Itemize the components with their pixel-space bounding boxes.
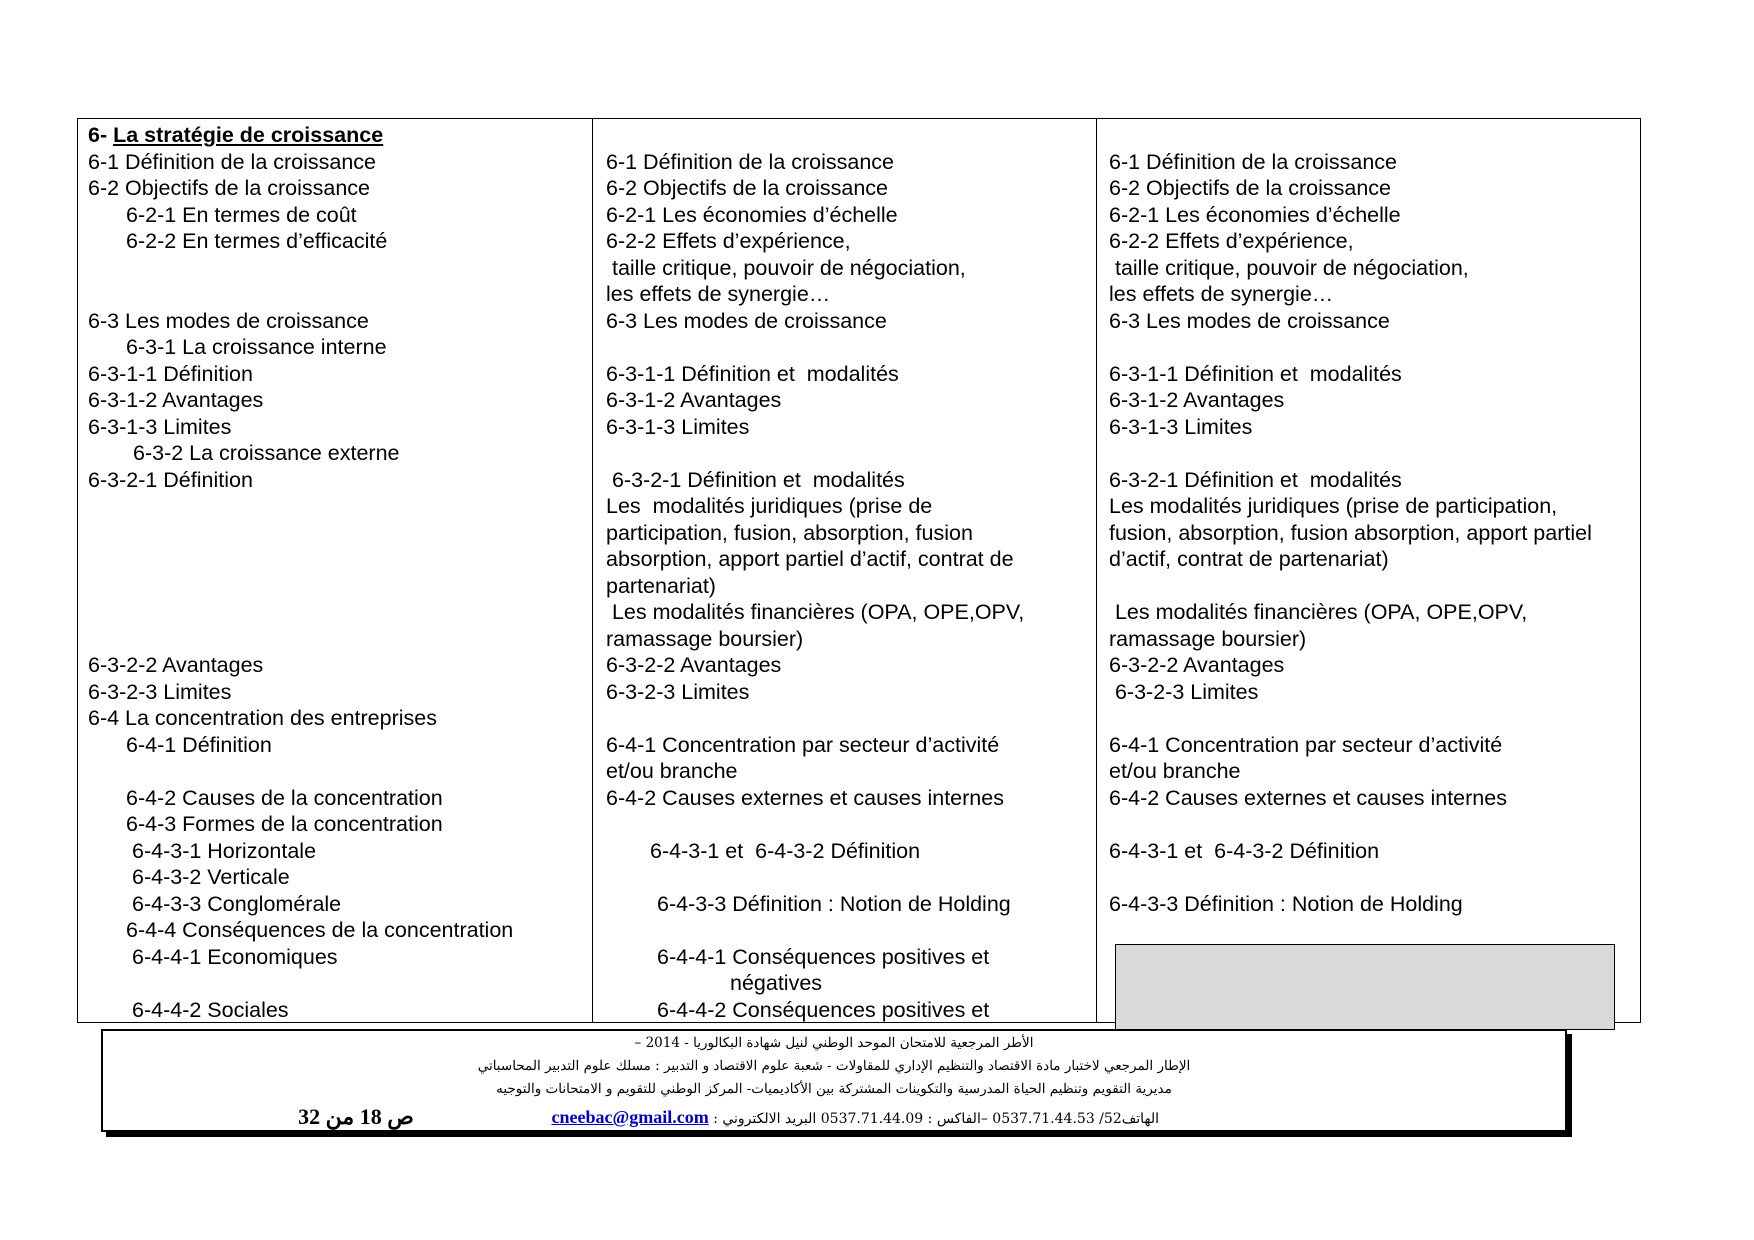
- table-line: 6-3-2-1 Définition et modalités: [1109, 467, 1402, 492]
- table-line: négatives: [730, 971, 823, 995]
- table-line: 6-4-2 Causes externes et causes internes: [1109, 785, 1507, 810]
- table-line: Les modalités juridiques (prise de participation,: [1109, 494, 1558, 518]
- table-line: 6-3-2-3 Limites: [1109, 679, 1259, 704]
- table-line: ramassage boursier): [606, 626, 804, 651]
- table-line: 6-3-2-2 Avantages: [88, 653, 264, 677]
- table-line: partenariat): [606, 573, 716, 598]
- table-line: 6-2 Objectifs de la croissance: [88, 176, 371, 200]
- table-line: taille critique, pouvoir de négociation,: [1109, 255, 1469, 280]
- page-footer: [101, 1029, 1567, 1132]
- table-line: 6-4-4-2 Conséquences positives et: [657, 997, 990, 1022]
- grey-shaded-box: [1115, 944, 1615, 1030]
- footer-directorate-line: مديرية التقويم وتنظيم الحياة المدرسية والتكوينات المشتركة بين الأكاديميات- المركز الوطني للتقويم و الامتحانات والتوجيه: [496, 1081, 1172, 1097]
- table-line: et/ou branche: [606, 759, 738, 783]
- table-line: 6-3-2-3 Limites: [606, 679, 750, 704]
- table-line: 6-3-2-1 Définition et modalités: [606, 467, 905, 492]
- table-line: 6-3-1-3 Limites: [1109, 414, 1253, 439]
- footer-contact-label: الهاتف52/ 0537.71.44.53 –الفاكس : 0537.71.44.09 البريد الالكتروني :: [708, 1111, 1159, 1127]
- table-line: 6-4-1 Définition: [126, 732, 272, 757]
- table-line: 6-2-1 En termes de coût: [126, 202, 357, 227]
- table-line: 6-3 Les modes de croissance: [606, 308, 887, 333]
- table-line: 6-2-2 Effets d’expérience,: [606, 229, 851, 253]
- table-line: 6-3-1-1 Définition et modalités: [1109, 361, 1402, 386]
- section-title-text: La stratégie de croissance: [113, 123, 384, 147]
- table-line: ramassage boursier): [1109, 626, 1307, 651]
- table-line: d’actif, contrat de partenariat): [1109, 547, 1389, 571]
- section-title: [88, 122, 383, 149]
- table-line: taille critique, pouvoir de négociation,: [606, 255, 966, 280]
- footer-email-link[interactable]: cneebac@gmail.com: [551, 1107, 709, 1127]
- section-number: 6-: [88, 123, 114, 147]
- footer-contact: [552, 1107, 1159, 1129]
- table-line: 6-4-2 Causes externes et causes internes: [606, 785, 1004, 810]
- footer-subject-line: الإطار المرجعي لاختبار مادة الاقتصاد والتنظيم الإداري للمقاولات - شعبة علوم الاقتصاد و التدبير : مسلك علوم التدبير المحاسباتي: [477, 1058, 1191, 1074]
- table-line: 6-1 Définition de la croissance: [606, 149, 895, 174]
- table-line: 6-1 Définition de la croissance: [1109, 149, 1398, 174]
- table-line: 6-2-1 Les économies d’échelle: [606, 202, 898, 227]
- table-line: et/ou branche: [1109, 759, 1241, 783]
- table-line: 6-3 Les modes de croissance: [1109, 308, 1390, 333]
- table-line: 6-4-1 Concentration par secteur d’activité: [606, 732, 1000, 757]
- table-line: 6-4-4 Conséquences de la concentration: [126, 918, 514, 942]
- table-line: 6-3-2 La croissance externe: [133, 441, 400, 465]
- table-line: 6-2-1 Les économies d’échelle: [1109, 202, 1401, 227]
- table-line: 6-4-3-1 et 6-4-3-2 Définition: [650, 838, 921, 863]
- table-line: Les modalités financières (OPA, OPE,OPV,: [1109, 600, 1528, 624]
- table-line: 6-3-1 La croissance interne: [126, 335, 387, 359]
- table-line: 6-3 Les modes de croissance: [88, 308, 369, 333]
- table-line: 6-4-4-2 Sociales: [132, 997, 289, 1022]
- table-line: les effets de synergie…: [1109, 282, 1334, 306]
- table-line: 6-4-1 Concentration par secteur d’activité: [1109, 732, 1503, 757]
- table-line: 6-3-1-1 Définition: [88, 361, 253, 386]
- table-line: 6-4-4-1 Economiques: [132, 944, 338, 969]
- table-line: 6-2-2 Effets d’expérience,: [1109, 229, 1354, 253]
- table-line: 6-3-1-2 Avantages: [606, 388, 782, 412]
- table-line: 6-3-1-3 Limites: [88, 414, 232, 439]
- table-line: 6-4-4-1 Conséquences positives et: [657, 944, 990, 969]
- table-line: 6-4-3-3 Définition : Notion de Holding: [657, 891, 1011, 916]
- table-line: 6-3-2-3 Limites: [88, 679, 232, 704]
- column-divider: [592, 119, 593, 1022]
- table-line: Les modalités financières (OPA, OPE,OPV,: [606, 600, 1025, 624]
- table-line: 6-4 La concentration des entreprises: [88, 706, 437, 730]
- table-line: 6-2-2 En termes d’efficacité: [126, 229, 388, 253]
- table-line: 6-3-1-3 Limites: [606, 414, 750, 439]
- page-number: ص 18 من 32: [298, 1104, 414, 1129]
- table-line: 6-4-3 Formes de la concentration: [126, 812, 443, 836]
- table-line: 6-2 Objectifs de la croissance: [606, 176, 889, 200]
- table-line: 6-3-2-2 Avantages: [606, 653, 782, 677]
- table-line: 6-3-1-2 Avantages: [88, 388, 264, 412]
- table-line: 6-4-3-3 Conglomérale: [132, 891, 342, 916]
- table-line: 6-2 Objectifs de la croissance: [1109, 176, 1392, 200]
- table-line: 6-3-2-1 Définition: [88, 467, 253, 492]
- table-line: 6-3-2-2 Avantages: [1109, 653, 1285, 677]
- table-line: 6-4-3-1 et 6-4-3-2 Définition: [1109, 838, 1380, 863]
- column-divider: [1096, 119, 1097, 1022]
- table-line: 6-3-1-2 Avantages: [1109, 388, 1285, 412]
- table-line: 6-4-3-2 Verticale: [132, 865, 290, 889]
- content-table: [77, 118, 1641, 1023]
- table-line: 6-1 Définition de la croissance: [88, 149, 377, 174]
- footer-title-line: الأطر المرجعية للامتحان الموحد الوطني لنيل شهادة البكالوريا - 2014 –: [634, 1035, 1034, 1051]
- table-line: 6-3-1-1 Définition et modalités: [606, 361, 899, 386]
- table-line: 6-4-3-1 Horizontale: [132, 838, 317, 863]
- table-line: Les modalités juridiques (prise de: [606, 494, 933, 518]
- table-line: fusion, absorption, fusion absorption, apport partiel: [1109, 520, 1592, 545]
- table-line: absorption, apport partiel d’actif, contrat de: [606, 547, 1014, 571]
- table-line: participation, fusion, absorption, fusion: [606, 520, 973, 545]
- table-line: les effets de synergie…: [606, 282, 831, 306]
- table-line: 6-4-3-3 Définition : Notion de Holding: [1109, 891, 1463, 916]
- table-line: 6-4-2 Causes de la concentration: [126, 785, 443, 810]
